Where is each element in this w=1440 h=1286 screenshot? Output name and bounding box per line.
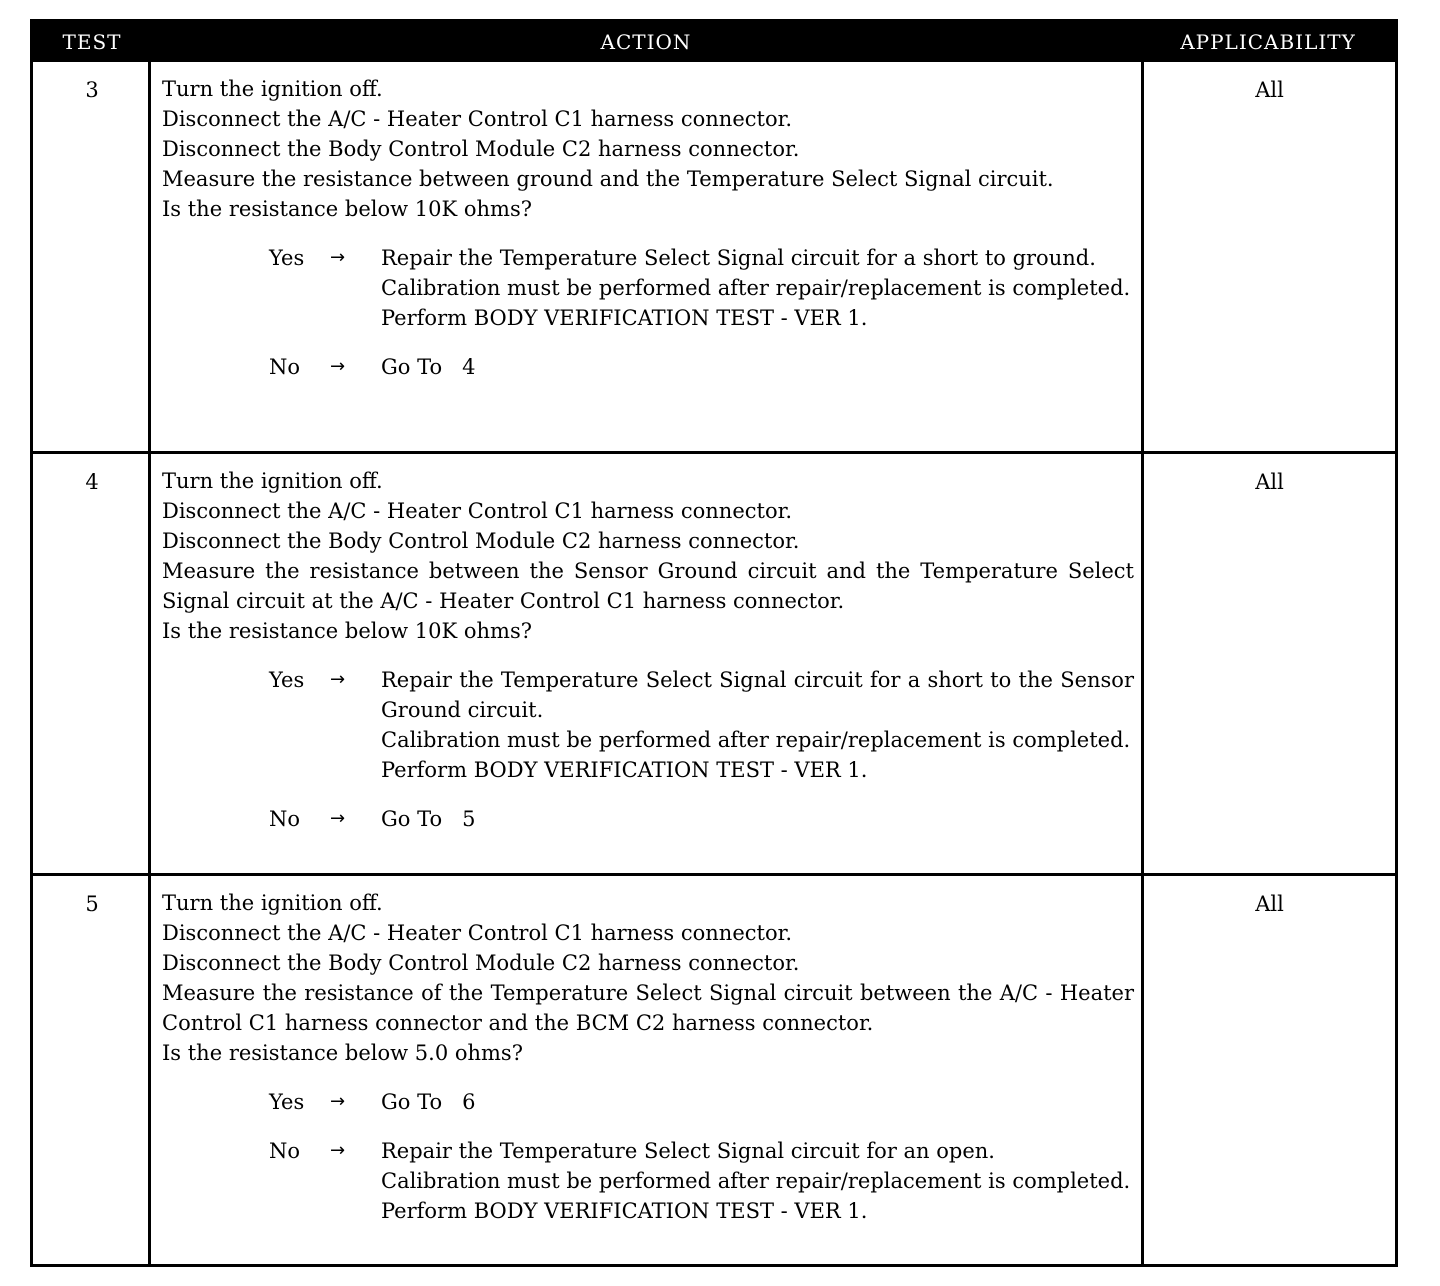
action-step: Is the resistance below 10K ohms? [162, 197, 532, 221]
action-step: Measure the resistance between the Sensor Ground circuit and the Temperature Select Signal circuit at the A/C - Heater Control C1 harness connector. [162, 559, 1134, 613]
test-number: 3 [85, 78, 99, 102]
arrow-icon: → [330, 1140, 346, 1161]
action-step: Disconnect the A/C - Heater Control C1 harness connector. [162, 499, 792, 523]
action-cell [162, 454, 1134, 834]
arrow-icon: → [330, 808, 346, 829]
action-step: Is the resistance below 5.0 ohms? [162, 1041, 523, 1065]
action-step: Is the resistance below 10K ohms? [162, 619, 532, 643]
applicability-value: All [1255, 78, 1284, 102]
goto-number: 5 [462, 807, 476, 831]
action-step: Measure the resistance between ground and the Temperature Select Signal circuit. [162, 167, 1054, 191]
action-step: Disconnect the Body Control Module C2 harness connector. [162, 137, 800, 161]
test-number: 4 [85, 470, 99, 494]
diagnostic-table [30, 19, 1398, 1267]
arrow-icon: → [330, 247, 346, 268]
action-step: Turn the ignition off. [162, 469, 383, 493]
answer-line: Repair the Temperature Select Signal circuit for a short to ground. [381, 246, 1096, 270]
action-step: Turn the ignition off. [162, 891, 383, 915]
table-row [33, 454, 1395, 876]
no-label: No [269, 355, 301, 379]
applicability-value: All [1255, 470, 1284, 494]
no-answer [162, 352, 1134, 382]
action-step: Measure the resistance of the Temperature Select Signal circuit between the A/C - Heater Control C1 harness connector and the BCM C2 harness connector. [162, 981, 1134, 1035]
test-number: 5 [85, 892, 99, 916]
action-step: Disconnect the Body Control Module C2 harness connector. [162, 951, 800, 975]
answer-line: Perform BODY VERIFICATION TEST - VER 1. [381, 758, 868, 782]
header-test: TEST [62, 30, 122, 54]
action-cell [162, 876, 1134, 1226]
yes-label: Yes [269, 1090, 305, 1114]
answer-line: Calibration must be performed after repair/replacement is completed. [381, 276, 1131, 300]
action-step: Disconnect the Body Control Module C2 harness connector. [162, 529, 800, 553]
answer-line: Perform BODY VERIFICATION TEST - VER 1. [381, 306, 868, 330]
answer-line: Perform BODY VERIFICATION TEST - VER 1. [381, 1199, 868, 1223]
yes-answer [162, 665, 1134, 785]
table-row [33, 876, 1395, 1264]
answer-line: Repair the Temperature Select Signal circuit for an open. [381, 1139, 995, 1163]
action-cell [162, 62, 1134, 382]
answer-line: Repair the Temperature Select Signal circuit for a short to the Sensor Ground circuit. [381, 668, 1134, 722]
header-applicability: APPLICABILITY [1180, 30, 1356, 54]
no-label: No [269, 1139, 301, 1163]
arrow-icon: → [330, 356, 346, 377]
arrow-icon: → [330, 1091, 346, 1112]
no-answer [162, 1136, 1134, 1226]
yes-label: Yes [269, 668, 305, 692]
answer-line: Calibration must be performed after repair/replacement is completed. [381, 728, 1131, 752]
goto-number: 4 [462, 355, 476, 379]
goto-text: Go To [381, 355, 443, 379]
answer-line: Calibration must be performed after repair/replacement is completed. [381, 1169, 1131, 1193]
no-answer [162, 804, 1134, 834]
yes-answer [162, 1087, 1134, 1117]
goto-number: 6 [462, 1090, 476, 1114]
action-step: Disconnect the A/C - Heater Control C1 harness connector. [162, 107, 792, 131]
yes-label: Yes [269, 246, 305, 270]
no-label: No [269, 807, 301, 831]
goto-text: Go To [381, 1090, 443, 1114]
header-action: ACTION [600, 30, 692, 54]
applicability-value: All [1255, 892, 1284, 916]
goto-text: Go To [381, 807, 443, 831]
arrow-icon: → [330, 669, 346, 690]
action-step: Turn the ignition off. [162, 77, 383, 101]
table-row [33, 62, 1395, 454]
yes-answer [162, 243, 1134, 333]
table-header [33, 22, 1395, 62]
action-step: Disconnect the A/C - Heater Control C1 harness connector. [162, 921, 792, 945]
